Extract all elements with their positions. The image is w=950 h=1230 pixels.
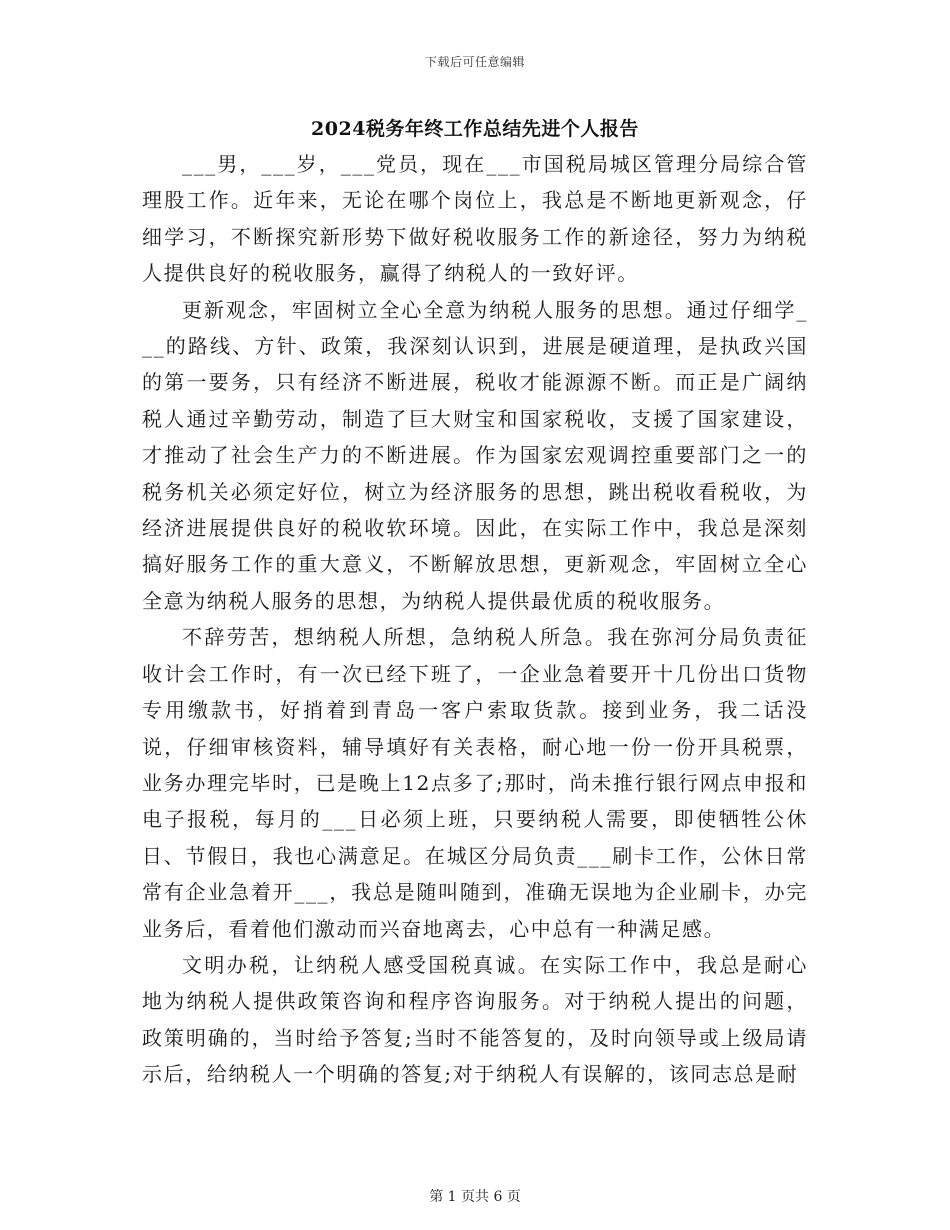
paragraph: 不辞劳苦，想纳税人所想，急纳税人所急。我在弥河分局负责征收计会工作时，有一次已经下班了，一企业急着要开十几份出口货物专用缴款书，好捎着到青岛一客户索取货款。接到业务，我二话没说，仔细审核资料，辅导填好有关表格，耐心地一份一份开具税票，业务办理完毕时，已是晚上12点多了;那时，尚未推行银行网点申报和电子报税，每月的___日必须上班，只要纳税人需要，即使牺牲公休日、节假日，我也心满意足。在城区分局负责___刷卡工作，公休日常常有企业急着开___，我总是随叫随到，准确无误地为企业刷卡，办完业务后，看着他们激动而兴奋地离去，心中总有一种满足感。 (142, 625, 808, 941)
document-title: 2024税务年终工作总结先进个人报告 (311, 118, 639, 140)
paragraph: 文明办税，让纳税人感受国税真诚。在实际工作中，我总是耐心地为纳税人提供政策咨询和程序咨询服务。对于纳税人提出的问题，政策明确的，当时给予答复;当时不能答复的，及时向领导或上级局请示后，给纳税人一个明确的答复;对于纳税人有误解的，该同志总是耐 (142, 952, 808, 1087)
document-body (142, 146, 808, 1093)
header-note: 下载后可任意编辑 (424, 55, 525, 69)
paragraph: 更新观念，牢固树立全心全意为纳税人服务的思想。通过仔细学___的路线、方针、政策，我深刻认识到，进展是硬道理，是执政兴国的第一要务，只有经济不断进展，税收才能源源不断。而正是广阔纳税人通过辛勤劳动，制造了巨大财宝和国家税收，支援了国家建设，才推动了社会生产力的不断进展。作为国家宏观调控重要部门之一的税务机关必须定好位，树立为经济服务的思想，跳出税收看税收，为经济进展提供良好的税收软环境。因此，在实际工作中，我总是深刻搞好服务工作的重大意义，不断解放思想，更新观念，牢固树立全心全意为纳税人服务的思想，为纳税人提供最优质的税收服务。 (142, 297, 808, 613)
paragraph: ___男，___岁，___党员，现在___市国税局城区管理分局综合管理股工作。近年来，无论在哪个岗位上，我总是不断地更新观念，仔细学习，不断探究新形势下做好税收服务工作的新途径，努力为纳税人提供良好的税收服务，赢得了纳税人的一致好评。 (142, 152, 808, 286)
page-number: 第 1 页共 6 页 (429, 1189, 521, 1205)
